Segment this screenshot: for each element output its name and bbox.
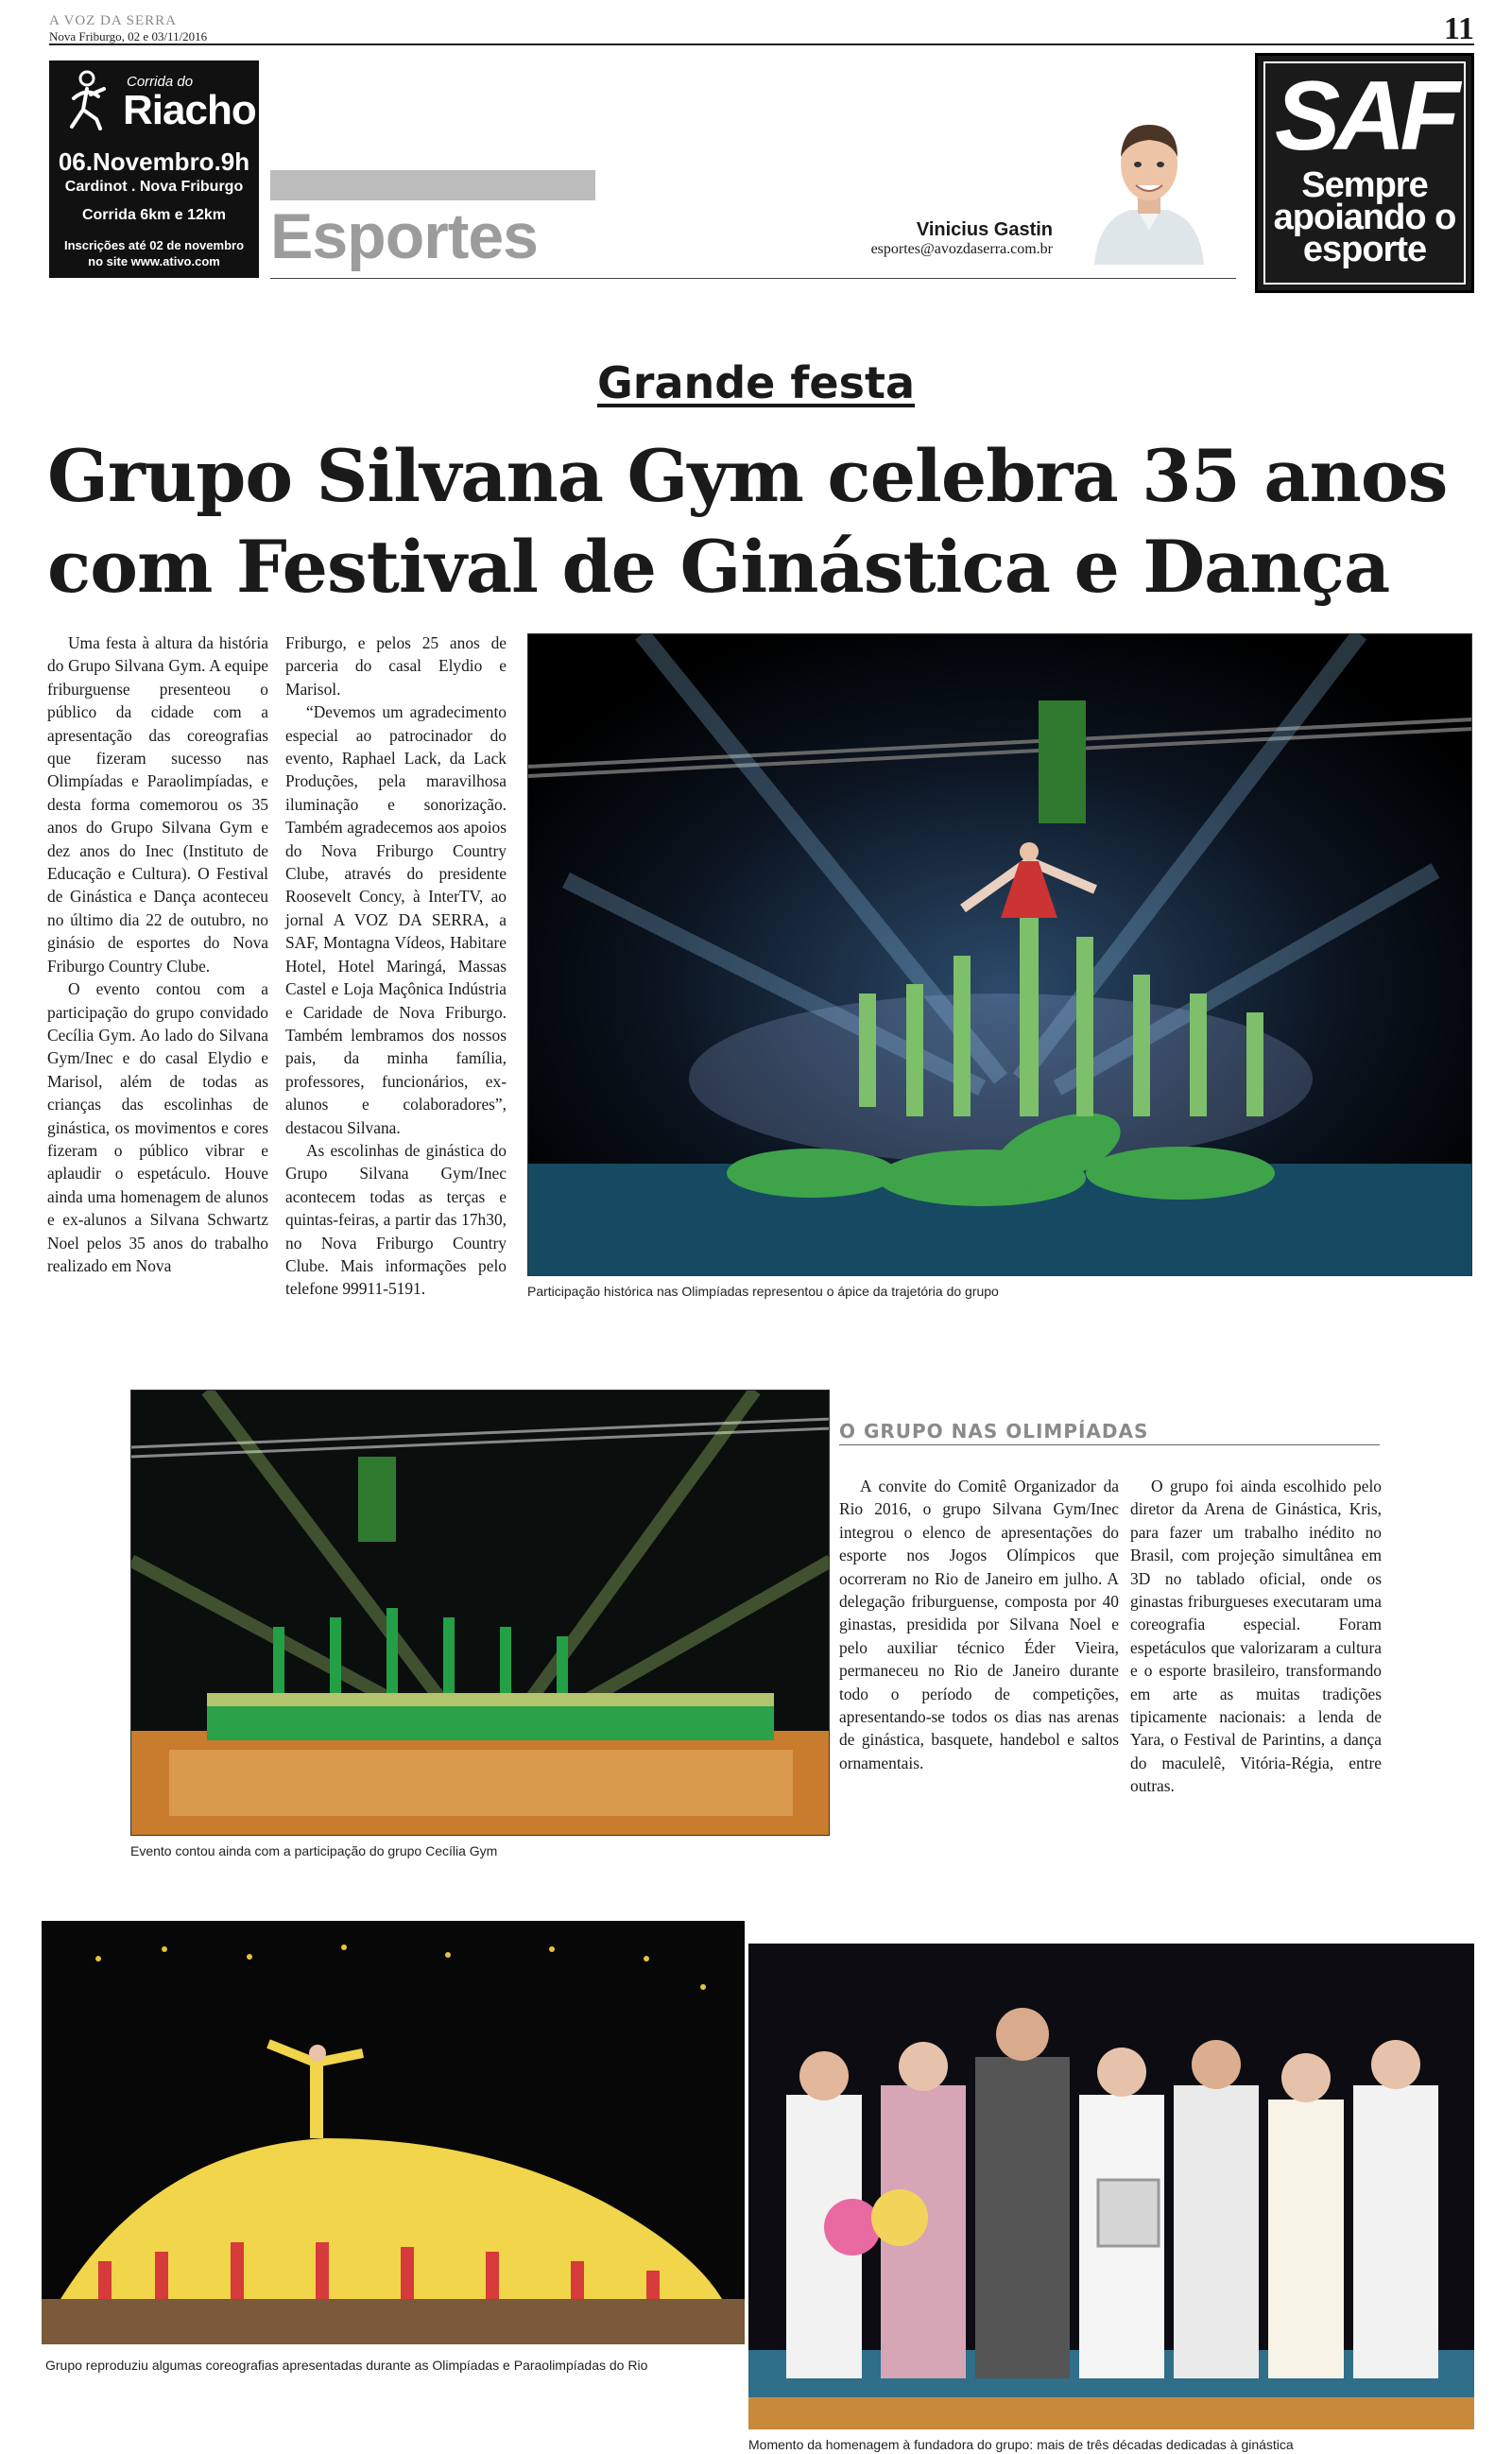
- ad-corrida-do-riacho: [49, 60, 259, 278]
- ad-riacho-race: Corrida 6km e 12km: [81, 207, 227, 223]
- photo-caption: Evento contou ainda com a participação do grupo Cecília Gym: [130, 1843, 498, 1858]
- ad-saf-slogan-line3: esporte: [1302, 230, 1427, 269]
- header-divider: [270, 278, 1236, 279]
- photo-caption: Participação histórica nas Olimpíadas representou o ápice da trajetória do grupo: [527, 1284, 999, 1299]
- edition-date: Nova Friburgo, 02 e 03/11/2016: [49, 29, 208, 43]
- columnist-name: Vinicius Gastin: [916, 219, 1053, 240]
- article-column-2: [285, 631, 507, 1301]
- ad-riacho-registration-line1: Inscrições até 02 de novembro: [63, 238, 245, 252]
- ad-saf-logo: SAF: [1275, 61, 1454, 171]
- ad-riacho-registration: [49, 237, 259, 269]
- ad-saf-slogan: [1265, 165, 1464, 269]
- photo-olympic-choreography: [42, 1921, 745, 2344]
- ad-riacho-brand-small: Corrida do: [127, 74, 194, 90]
- sidebar-box-title: O GRUPO NAS OLIMPÍADAS: [839, 1420, 1380, 1445]
- photo-stage-performance: [527, 633, 1472, 1276]
- sidebar-box-column-1: [839, 1475, 1119, 1774]
- article-paragraph: Friburgo, e pelos 25 anos de parceria do casal Elydio e Marisol.: [285, 633, 507, 699]
- columnist-email[interactable]: esportes@avozdaserra.com.br: [870, 241, 1053, 257]
- ad-saf-slogan-line2: apoiando o: [1273, 198, 1456, 237]
- article-paragraph: O evento contou com a participação do grupo convidado Cecília Gym. Ao lado do Silvana Gym/Inec e do casal Elydio e Marisol, além de todas as crianças das escolinhas de ginástica, os movimentos e cores fizeram o público vibrar e aplaudir o espetáculo. Houve ainda uma homenagem de alunos e ex-alunos a Silvana Schwartz Noel pelos 35 anos do trabalho realizado em Nova: [47, 979, 268, 1275]
- ad-saf: [1255, 53, 1474, 293]
- page-masthead: [49, 13, 1474, 45]
- columnist-photo: [1092, 104, 1206, 265]
- photo-founder-tribute: [748, 1944, 1474, 2429]
- sidebar-box-paragraph: O grupo foi ainda escolhido pelo diretor da Arena de Ginástica, Kris, para fazer um trabalho inédito no Brasil, com projeção simultânea em 3D no tablado oficial, onde os ginastas friburgueses executaram uma coreografia especial. Foram espetáculos que valorizaram a cultura e o esporte brasileiro, transformando em arte as muitas tradições tipicamente nacionais: a lenda de Yara, o Festival de Parintins, a dança do maculelê, Vitória-Régia, entre outras.: [1130, 1477, 1382, 1796]
- ad-riacho-logo: [49, 60, 259, 144]
- sidebar-box-column-2: [1119, 1475, 1382, 1798]
- ad-riacho-brand-big: Riacho: [123, 87, 256, 133]
- ad-riacho-registration-line2: no site www.ativo.com: [88, 254, 220, 268]
- photo-olympic-choreography-image: [42, 1921, 745, 2344]
- runner-icon: [62, 70, 110, 130]
- article-paragraph: As escolinhas de ginástica do Grupo Silvana Gym/Inec acontecem todas as terças e quintas-feiras, a partir das 17h30, no Nova Friburgo Country Clube. Mais informações pelo telefone 99911-5191.: [285, 1140, 507, 1299]
- article-paragraph: Uma festa à altura da história do Grupo Silvana Gym. A equipe friburguense presenteou o público da cidade com a apresentação das coreografias que fizeram sucesso nas Olimpíadas e Paraolimpíadas, e desta forma comemorou os 35 anos do Grupo Silvana Gym e dez anos do Inec (Instituto de Educação e Cultura). O Festival de Ginástica e Dança aconteceu no último dia 22 de outubro, no ginásio de esportes do Nova Friburgo Country Clube.: [47, 633, 268, 976]
- photo-caption: Grupo reproduziu algumas coreografias apresentadas durante as Olimpíadas e Paraolimpíadas do Rio: [45, 2358, 648, 2373]
- article-headline: [47, 431, 1484, 613]
- ad-saf-slogan-line1: Sempre: [1301, 165, 1428, 205]
- photo-cecilia-gym-image: [131, 1391, 830, 1836]
- photo-founder-tribute-image: [748, 1944, 1474, 2429]
- section-title: Esportes: [270, 200, 538, 272]
- article-kicker: Grande festa: [597, 357, 915, 408]
- photo-stage-performance-image: [528, 634, 1472, 1276]
- ad-riacho-location: Cardinot . Nova Friburgo: [64, 179, 244, 195]
- headline-line2: com Festival de Ginástica e Dança: [47, 525, 1390, 609]
- article-paragraph: “Devemos um agradecimento especial ao patrocinador do evento, Raphael Lack, da Lack Produções, pela maravilhosa iluminação e sonorização. Também agradecemos aos apoios do Nova Friburgo Country Clube, através do presidente Roosevelt Concy, à InterTV, ao jornal A VOZ DA SERRA, a SAF, Montagna Vídeos, Habitare Hotel, Hotel Maringá, Massas Castel e Loja Maçônica Indústria e Caridade de Nova Friburgo. Também lembramos dos nossos pais, da minha família, professores, funcionários, ex-alunos e colaboradores”, destacou Silvana.: [285, 702, 507, 1137]
- ad-saf-frame: [1263, 61, 1466, 285]
- page-number: 11: [1443, 11, 1474, 46]
- photo-caption: Momento da homenagem à fundadora do grupo: mais de três décadas dedicadas à ginástica: [748, 2437, 1294, 2452]
- ad-riacho-date: 06.Novembro.9h: [58, 147, 250, 176]
- newspaper-name: A VOZ DA SERRA: [49, 13, 177, 28]
- photo-cecilia-gym: [130, 1390, 830, 1836]
- article-column-1: [47, 631, 268, 1277]
- section-bar: [270, 170, 595, 200]
- headline-line1: Grupo Silvana Gym celebra 35 anos: [47, 434, 1448, 518]
- sidebar-box-paragraph: A convite do Comitê Organizador da Rio 2016, o grupo Silvana Gym/Inec integrou o elenco de apresentações do esporte nos Jogos Olímpicos que ocorreram no Rio de Janeiro em julho. A delegação friburguense, composta por 40 ginastas, presidida por Silvana Noel e pelo auxiliar técnico Éder Vieira, permaneceu no Rio de Janeiro durante todo o período de competições, apresentando-se todos os dias nas arenas de ginástica, basquete, handebol e saltos ornamentais.: [839, 1477, 1119, 1772]
